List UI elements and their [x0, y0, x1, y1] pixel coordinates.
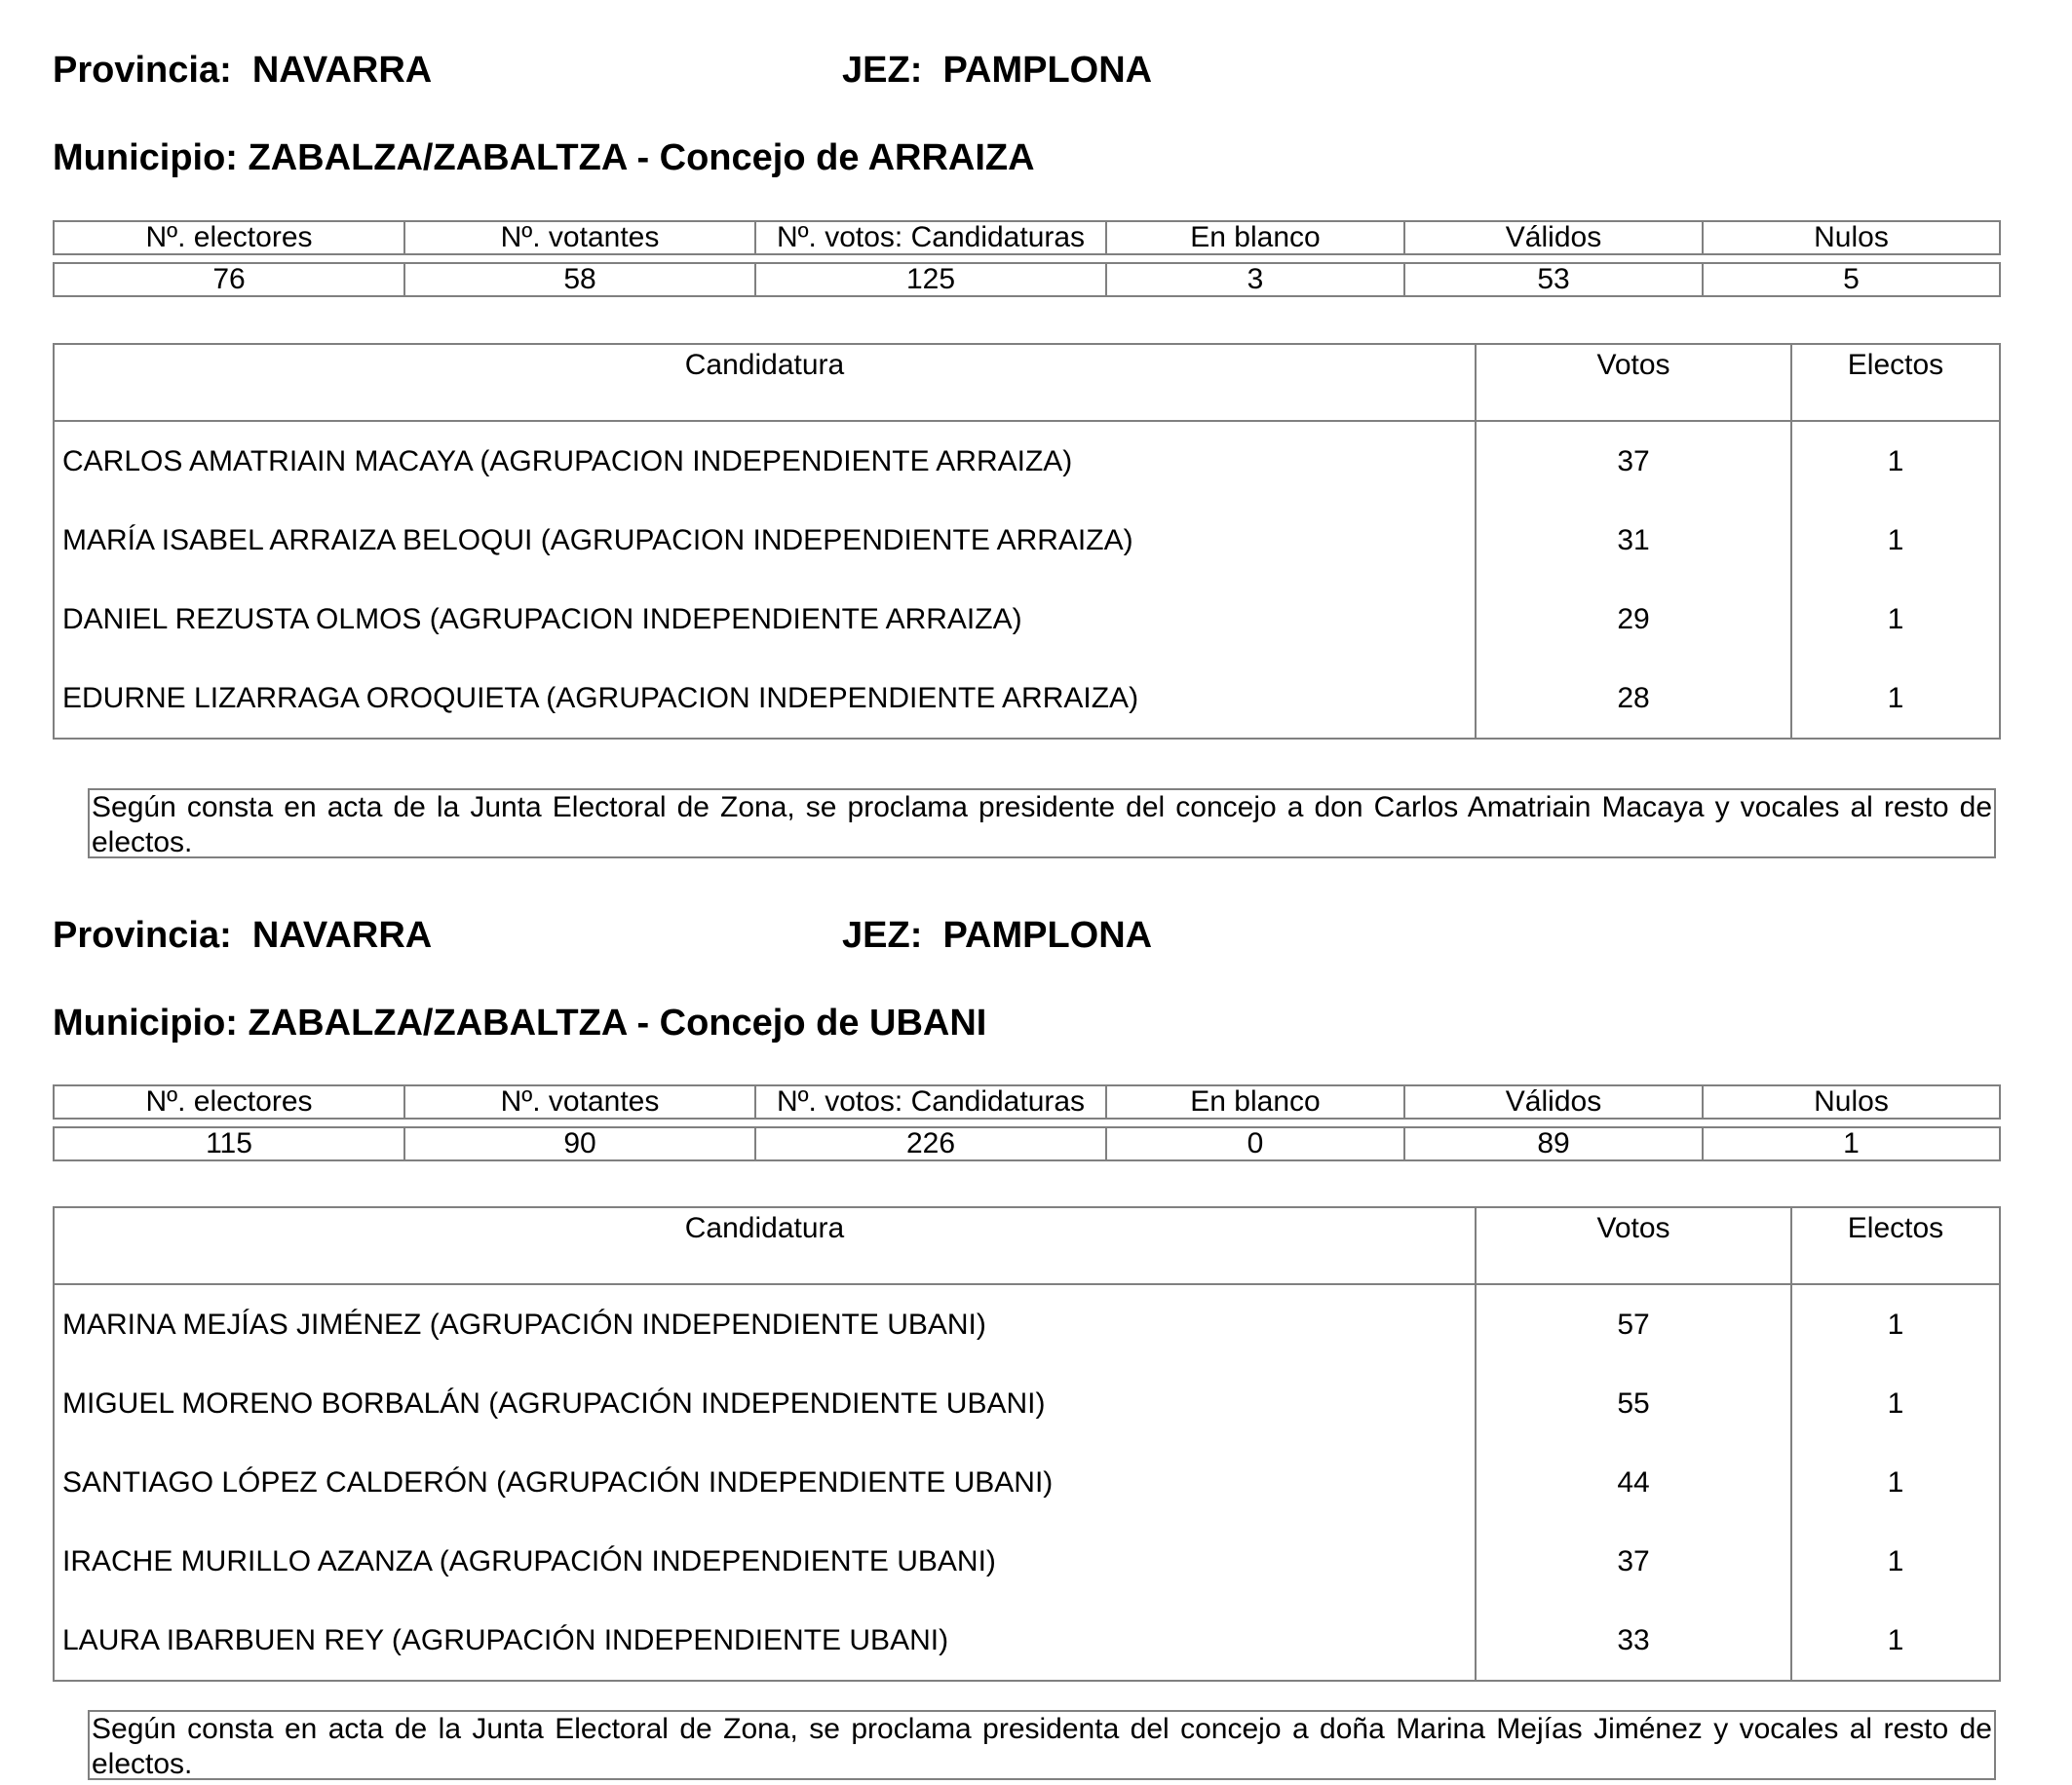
- jez-label: JEZ:: [842, 50, 923, 91]
- jez-value: PAMPLONA: [942, 915, 1153, 956]
- hdr-electores: Nº. electores: [54, 1085, 404, 1119]
- municipio-line: [53, 136, 1035, 179]
- candidate-votes: 28: [1476, 659, 1791, 739]
- candidate-elected: 1: [1791, 421, 2000, 501]
- candidate-votes: 37: [1476, 1522, 1791, 1601]
- hdr-votos-candidaturas: Nº. votos: Candidaturas: [755, 221, 1106, 254]
- candidate-elected: 1: [1791, 501, 2000, 580]
- table-row: [54, 580, 2000, 659]
- candidate-votes: 33: [1476, 1601, 1791, 1681]
- proclamation-note: Según consta en acta de la Junta Electoral de Zona, se proclama presidente del concejo a don Carlos Amatriain Macaya y vocales al resto de electos.: [88, 788, 1996, 858]
- candidate-name: CARLOS AMATRIAIN MACAYA (AGRUPACION INDEPENDIENTE ARRAIZA): [62, 445, 1073, 477]
- hdr-electores: Nº. electores: [54, 221, 404, 254]
- candidate-name: DANIEL REZUSTA OLMOS (AGRUPACION INDEPENDIENTE ARRAIZA): [62, 603, 1022, 635]
- hdr-validos: Válidos: [1404, 1085, 1703, 1119]
- municipio-label: Municipio:: [53, 1003, 238, 1044]
- candidate-name: IRACHE MURILLO AZANZA (AGRUPACIÓN INDEPENDIENTE UBANI): [62, 1545, 996, 1577]
- candidate-votes: 55: [1476, 1364, 1791, 1443]
- table-row: [54, 1443, 2000, 1522]
- candidate-elected: 1: [1791, 1601, 2000, 1681]
- val-nulos: 5: [1703, 263, 2000, 296]
- candidate-elected: 1: [1791, 1284, 2000, 1364]
- summary-table-headers: [53, 1084, 2001, 1120]
- candidate-votes: 31: [1476, 501, 1791, 580]
- table-row: [54, 501, 2000, 580]
- candidate-name: MARÍA ISABEL ARRAIZA BELOQUI (AGRUPACION INDEPENDIENTE ARRAIZA): [62, 524, 1133, 556]
- candidate-elected: 1: [1791, 580, 2000, 659]
- hdr-en-blanco: En blanco: [1106, 1085, 1404, 1119]
- jez-line: [842, 914, 1152, 957]
- candidate-name: LAURA IBARBUEN REY (AGRUPACIÓN INDEPENDIENTE UBANI): [62, 1624, 949, 1656]
- municipio-label: Municipio:: [53, 137, 238, 178]
- candidate-name: EDURNE LIZARRAGA OROQUIETA (AGRUPACION INDEPENDIENTE ARRAIZA): [62, 682, 1139, 714]
- val-en-blanco: 3: [1106, 263, 1404, 296]
- cand-hdr-votos: Votos: [1476, 344, 1791, 421]
- hdr-validos: Válidos: [1404, 221, 1703, 254]
- cand-hdr-candidatura: Candidatura: [54, 1207, 1476, 1284]
- summary-table-values: [53, 262, 2001, 297]
- municipio-value: ZABALZA/ZABALTZA - Concejo de UBANI: [248, 1003, 987, 1044]
- candidate-elected: 1: [1791, 1443, 2000, 1522]
- provincia-label: Provincia:: [53, 915, 232, 956]
- candidate-elected: 1: [1791, 1522, 2000, 1601]
- candidates-table: [53, 1206, 2001, 1682]
- municipio-value: ZABALZA/ZABALTZA - Concejo de ARRAIZA: [248, 137, 1035, 178]
- candidates-table: [53, 343, 2001, 740]
- candidate-elected: 1: [1791, 659, 2000, 739]
- hdr-nulos: Nulos: [1703, 221, 2000, 254]
- candidate-name: SANTIAGO LÓPEZ CALDERÓN (AGRUPACIÓN INDEPENDIENTE UBANI): [62, 1466, 1054, 1499]
- proclamation-note: Según consta en acta de la Junta Electoral de Zona, se proclama presidenta del concejo a doña Marina Mejías Jiménez y vocales al resto de electos.: [88, 1710, 1996, 1780]
- val-validos: 89: [1404, 1127, 1703, 1160]
- summary-table-values: [53, 1126, 2001, 1161]
- val-votantes: 58: [404, 263, 755, 296]
- hdr-nulos: Nulos: [1703, 1085, 2000, 1119]
- table-row: [54, 1284, 2000, 1364]
- municipio-line: [53, 1002, 986, 1044]
- jez-label: JEZ:: [842, 915, 923, 956]
- provincia-line: [53, 49, 432, 92]
- jez-line: [842, 49, 1152, 92]
- summary-table-headers: [53, 220, 2001, 255]
- hdr-votantes: Nº. votantes: [404, 221, 755, 254]
- cand-hdr-electos: Electos: [1791, 1207, 2000, 1284]
- table-row: [54, 659, 2000, 739]
- val-votos-candidaturas: 125: [755, 263, 1106, 296]
- table-row: [54, 1364, 2000, 1443]
- cand-hdr-electos: Electos: [1791, 344, 2000, 421]
- hdr-votantes: Nº. votantes: [404, 1085, 755, 1119]
- val-validos: 53: [1404, 263, 1703, 296]
- candidate-votes: 57: [1476, 1284, 1791, 1364]
- hdr-en-blanco: En blanco: [1106, 221, 1404, 254]
- cand-hdr-votos: Votos: [1476, 1207, 1791, 1284]
- table-row: [54, 421, 2000, 501]
- candidate-votes: 44: [1476, 1443, 1791, 1522]
- provincia-value: NAVARRA: [251, 50, 433, 91]
- jez-value: PAMPLONA: [942, 50, 1153, 91]
- candidate-elected: 1: [1791, 1364, 2000, 1443]
- val-votantes: 90: [404, 1127, 755, 1160]
- provincia-value: NAVARRA: [251, 915, 433, 956]
- candidate-name: MARINA MEJÍAS JIMÉNEZ (AGRUPACIÓN INDEPENDIENTE UBANI): [62, 1309, 986, 1341]
- provincia-line: [53, 914, 432, 957]
- candidate-votes: 37: [1476, 421, 1791, 501]
- candidate-name: MIGUEL MORENO BORBALÁN (AGRUPACIÓN INDEPENDIENTE UBANI): [62, 1387, 1046, 1420]
- table-row: [54, 1601, 2000, 1681]
- table-row: [54, 1522, 2000, 1601]
- candidate-votes: 29: [1476, 580, 1791, 659]
- provincia-label: Provincia:: [53, 50, 232, 91]
- cand-hdr-candidatura: Candidatura: [54, 344, 1476, 421]
- val-nulos: 1: [1703, 1127, 2000, 1160]
- val-electores: 76: [54, 263, 404, 296]
- val-electores: 115: [54, 1127, 404, 1160]
- hdr-votos-candidaturas: Nº. votos: Candidaturas: [755, 1085, 1106, 1119]
- val-en-blanco: 0: [1106, 1127, 1404, 1160]
- val-votos-candidaturas: 226: [755, 1127, 1106, 1160]
